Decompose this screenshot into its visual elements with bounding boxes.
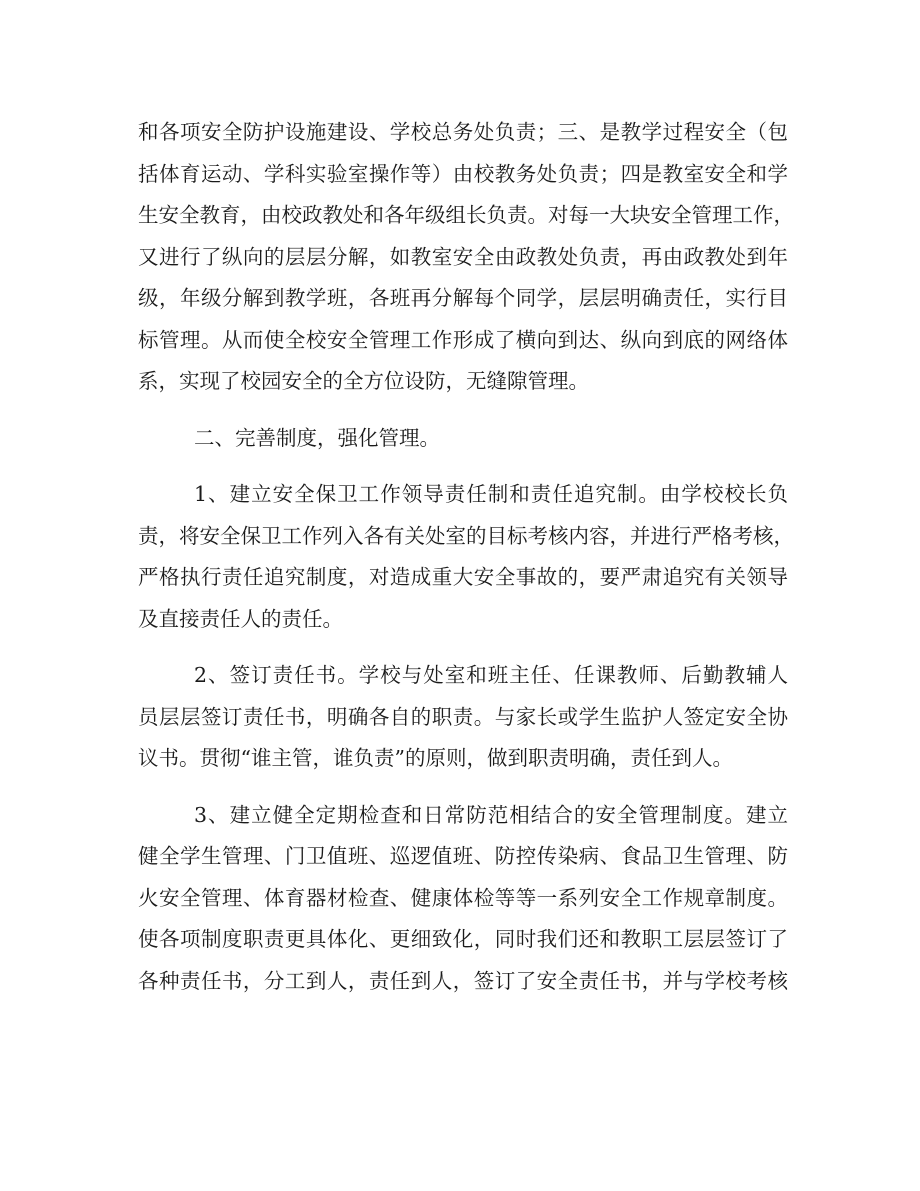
text-line: 生安全教育，由校政教处和各年级组长负责。对每一大块安全管理工作， [138,203,794,227]
text-line: 责，将安全保卫工作列入各有关处室的目标考核内容，并进行严格考核， [138,523,794,548]
text-line: 及直接责任人的责任。 [138,606,343,631]
paragraph-inspection-system [138,795,788,1003]
paragraph-responsibility-letter [138,655,788,780]
text-line: 火安全管理、体育器材检查、健康体检等等一系列安全工作规章制度。 [138,885,788,910]
text-line: 严格执行责任追究制度，对造成重大安全事故的，要严肃追究有关领导 [138,565,788,589]
section-heading: 二、完善制度，强化管理。 [194,425,440,450]
text-line: 标管理。从而使全校安全管理工作形成了横向到达、纵向到底的网络体 [138,327,788,352]
text-line: 使各项制度职责更具体化、更细致化，同时我们还和教职工层层签订了 [138,927,788,951]
text-line: 1、建立安全保卫工作领导责任制和责任追究制。由学校校长负 [194,482,788,506]
paragraph-leadership-responsibility [138,474,794,640]
section-heading-improve-system [138,418,788,460]
paragraph-safety-responsibility [138,112,794,403]
text-line: 员层层签订责任书，明确各自的职责。与家长或学生监护人签定安全协 [138,704,788,729]
text-line: 括体育运动、学科实验室操作等）由校教务处负责；四是教室安全和学 [138,161,788,186]
text-line: 3、建立健全定期检查和日常防范相结合的安全管理制度。建立 [194,802,788,827]
text-line: 健全学生管理、门卫值班、巡逻值班、防控传染病、食品卫生管理、防 [138,844,788,868]
text-line: 系，实现了校园安全的全方位设防，无缝隙管理。 [138,369,589,393]
text-line: 级，年级分解到教学班，各班再分解每个同学，层层明确责任，实行目 [138,286,788,310]
text-line: 和各项安全防护设施建设、学校总务处负责；三、是教学过程安全（包 [138,120,788,144]
text-line: 2、签订责任书。学校与处室和班主任、任课教师、后勤教辅人 [194,663,788,687]
text-line: 各种责任书，分工到人，责任到人，签订了安全责任书，并与学校考核 [138,968,788,993]
text-line: 又进行了纵向的层层分解，如教室安全由政教处负责，再由政教处到年 [138,244,788,269]
text-line: 议书。贯彻“谁主管，谁负责”的原则，做到职责明确，责任到人。 [138,746,733,770]
document-body [138,112,794,1002]
